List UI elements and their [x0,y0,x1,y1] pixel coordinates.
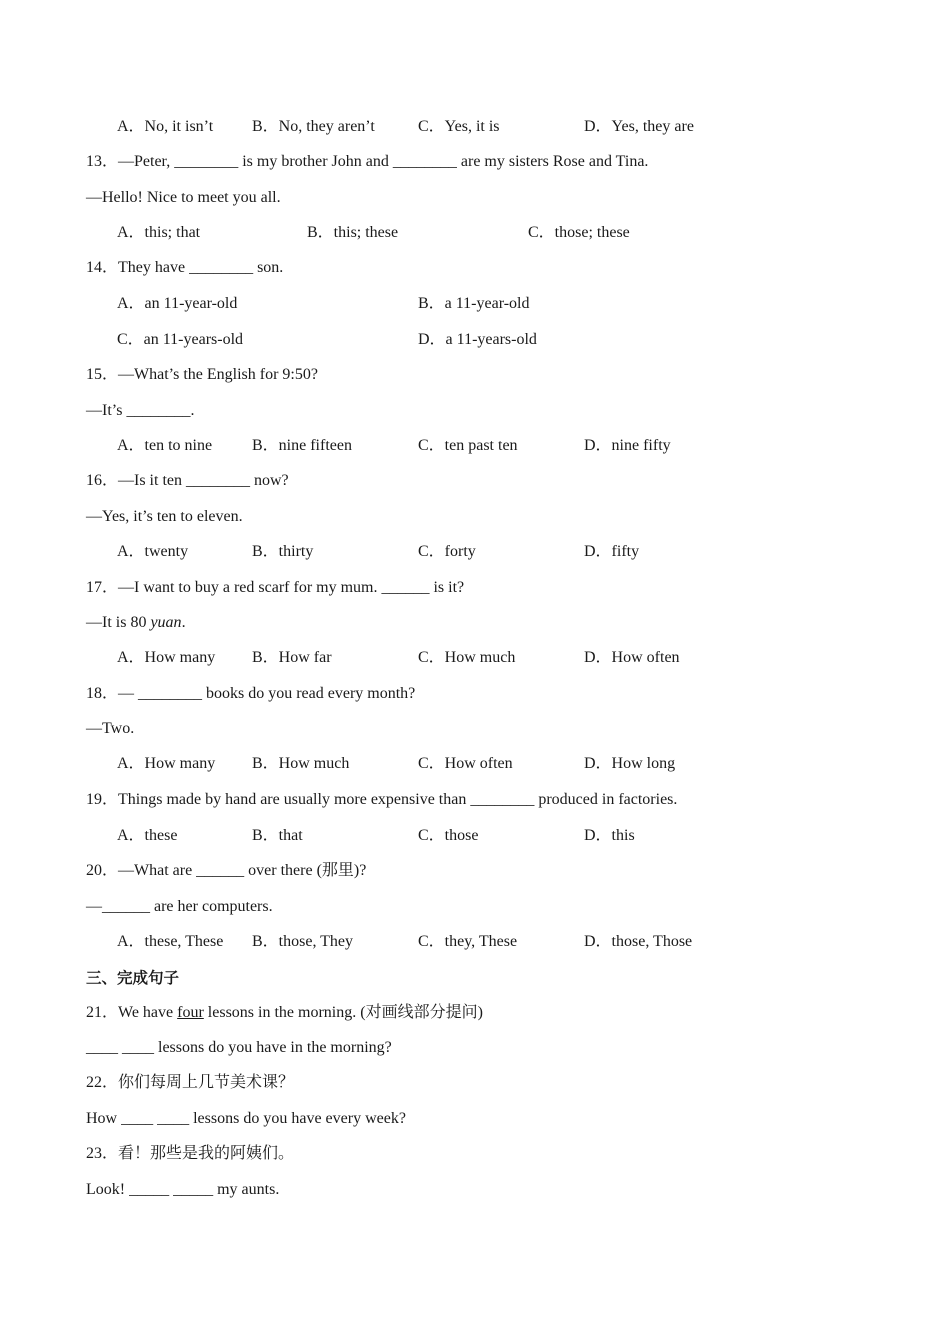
q19-option-d[interactable]: D．this [584,827,635,844]
q19-option-b[interactable]: B．that [252,827,303,844]
q18-option-c[interactable]: C．How often [418,755,513,772]
q20-option-c[interactable]: C．they, These [418,933,518,950]
q14-option-a[interactable]: A．an 11-year-old [117,295,238,312]
q15-stem: 15．—What’s the English for 9:50? [86,366,318,383]
q21-stem-post: lessons in the morning. (对画线部分提问) [203,1004,483,1021]
q17-reply-italic: yuan [150,614,182,631]
q14-stem: 14．They have ________ son. [86,259,284,276]
q20-option-b[interactable]: B．those, They [252,933,354,950]
q13-reply: —Hello! Nice to meet you all. [86,189,281,206]
q15-option-d[interactable]: D．nine fifty [584,437,671,454]
q18-reply: —Two. [86,720,135,737]
q16-stem: 16．—Is it ten ________ now? [86,472,289,489]
section-heading: 三、完成句子 [86,969,180,987]
q19-option-c[interactable]: C．those [418,827,479,844]
q20-option-a[interactable]: A．these, These [117,933,224,950]
q20-stem: 20．—What are ______ over there (那里)? [86,862,367,879]
q12-option-d[interactable]: D．Yes, they are [584,118,694,135]
q18-option-a[interactable]: A．How many [117,755,216,772]
q12-option-b[interactable]: B．No, they aren’t [252,118,375,135]
q18-option-d[interactable]: D．How long [584,755,676,772]
q13-option-b[interactable]: B．this; these [307,224,399,241]
q19-option-a[interactable]: A．these [117,827,178,844]
q17-option-b[interactable]: B．How far [252,649,332,666]
q16-option-b[interactable]: B．thirty [252,543,314,560]
q12-option-a[interactable]: A．No, it isn’t [117,118,214,135]
q15-option-c[interactable]: C．ten past ten [418,437,518,454]
q21-stem [86,1001,483,1025]
q22-answer-line[interactable]: How ____ ____ lessons do you have every week? [86,1110,406,1127]
q17-reply [86,611,186,635]
q15-reply: —It’s ________. [86,402,195,419]
q21-stem-pre: 21．We have [86,1004,178,1021]
q17-option-d[interactable]: D．How often [584,649,680,666]
q20-reply: —______ are her computers. [86,898,273,915]
q16-option-a[interactable]: A．twenty [117,543,189,560]
q14-option-b[interactable]: B．a 11-year-old [418,295,530,312]
q18-option-b[interactable]: B．How much [252,755,350,772]
q17-option-c[interactable]: C．How much [418,649,516,666]
q23-answer-line[interactable]: Look! _____ _____ my aunts. [86,1181,280,1198]
q15-option-a[interactable]: A．ten to nine [117,437,213,454]
q17-reply-pre: —It is 80 [86,614,151,631]
q18-stem: 18．— ________ books do you read every month? [86,685,416,702]
q17-stem: 17．—I want to buy a red scarf for my mum. ______ is it? [86,579,465,596]
q20-option-d[interactable]: D．those, Those [584,933,693,950]
q23-stem: 23．看！那些是我的阿姨们。 [86,1145,295,1162]
q16-option-c[interactable]: C．forty [418,543,476,560]
q19-stem: 19．Things made by hand are usually more expensive than ________ produced in factories. [86,791,678,808]
q17-reply-post: . [181,614,186,631]
q17-option-a[interactable]: A．How many [117,649,216,666]
q22-stem: 22．你们每周上几节美术课？ [86,1074,295,1091]
q21-answer-line[interactable]: ____ ____ lessons do you have in the morning? [86,1039,392,1056]
q21-underlined-word: four [177,1004,204,1021]
q13-stem: 13．—Peter, ________ is my brother John and ________ are my sisters Rose and Tina. [86,153,649,170]
q14-option-d[interactable]: D．a 11-years-old [418,331,537,348]
q15-option-b[interactable]: B．nine fifteen [252,437,352,454]
q16-reply: —Yes, it’s ten to eleven. [86,508,243,525]
q13-option-c[interactable]: C．those; these [528,224,630,241]
q14-option-c[interactable]: C．an 11-years-old [117,331,244,348]
q12-option-c[interactable]: C．Yes, it is [418,118,500,135]
q16-option-d[interactable]: D．fifty [584,543,640,560]
q13-option-a[interactable]: A．this; that [117,224,201,241]
